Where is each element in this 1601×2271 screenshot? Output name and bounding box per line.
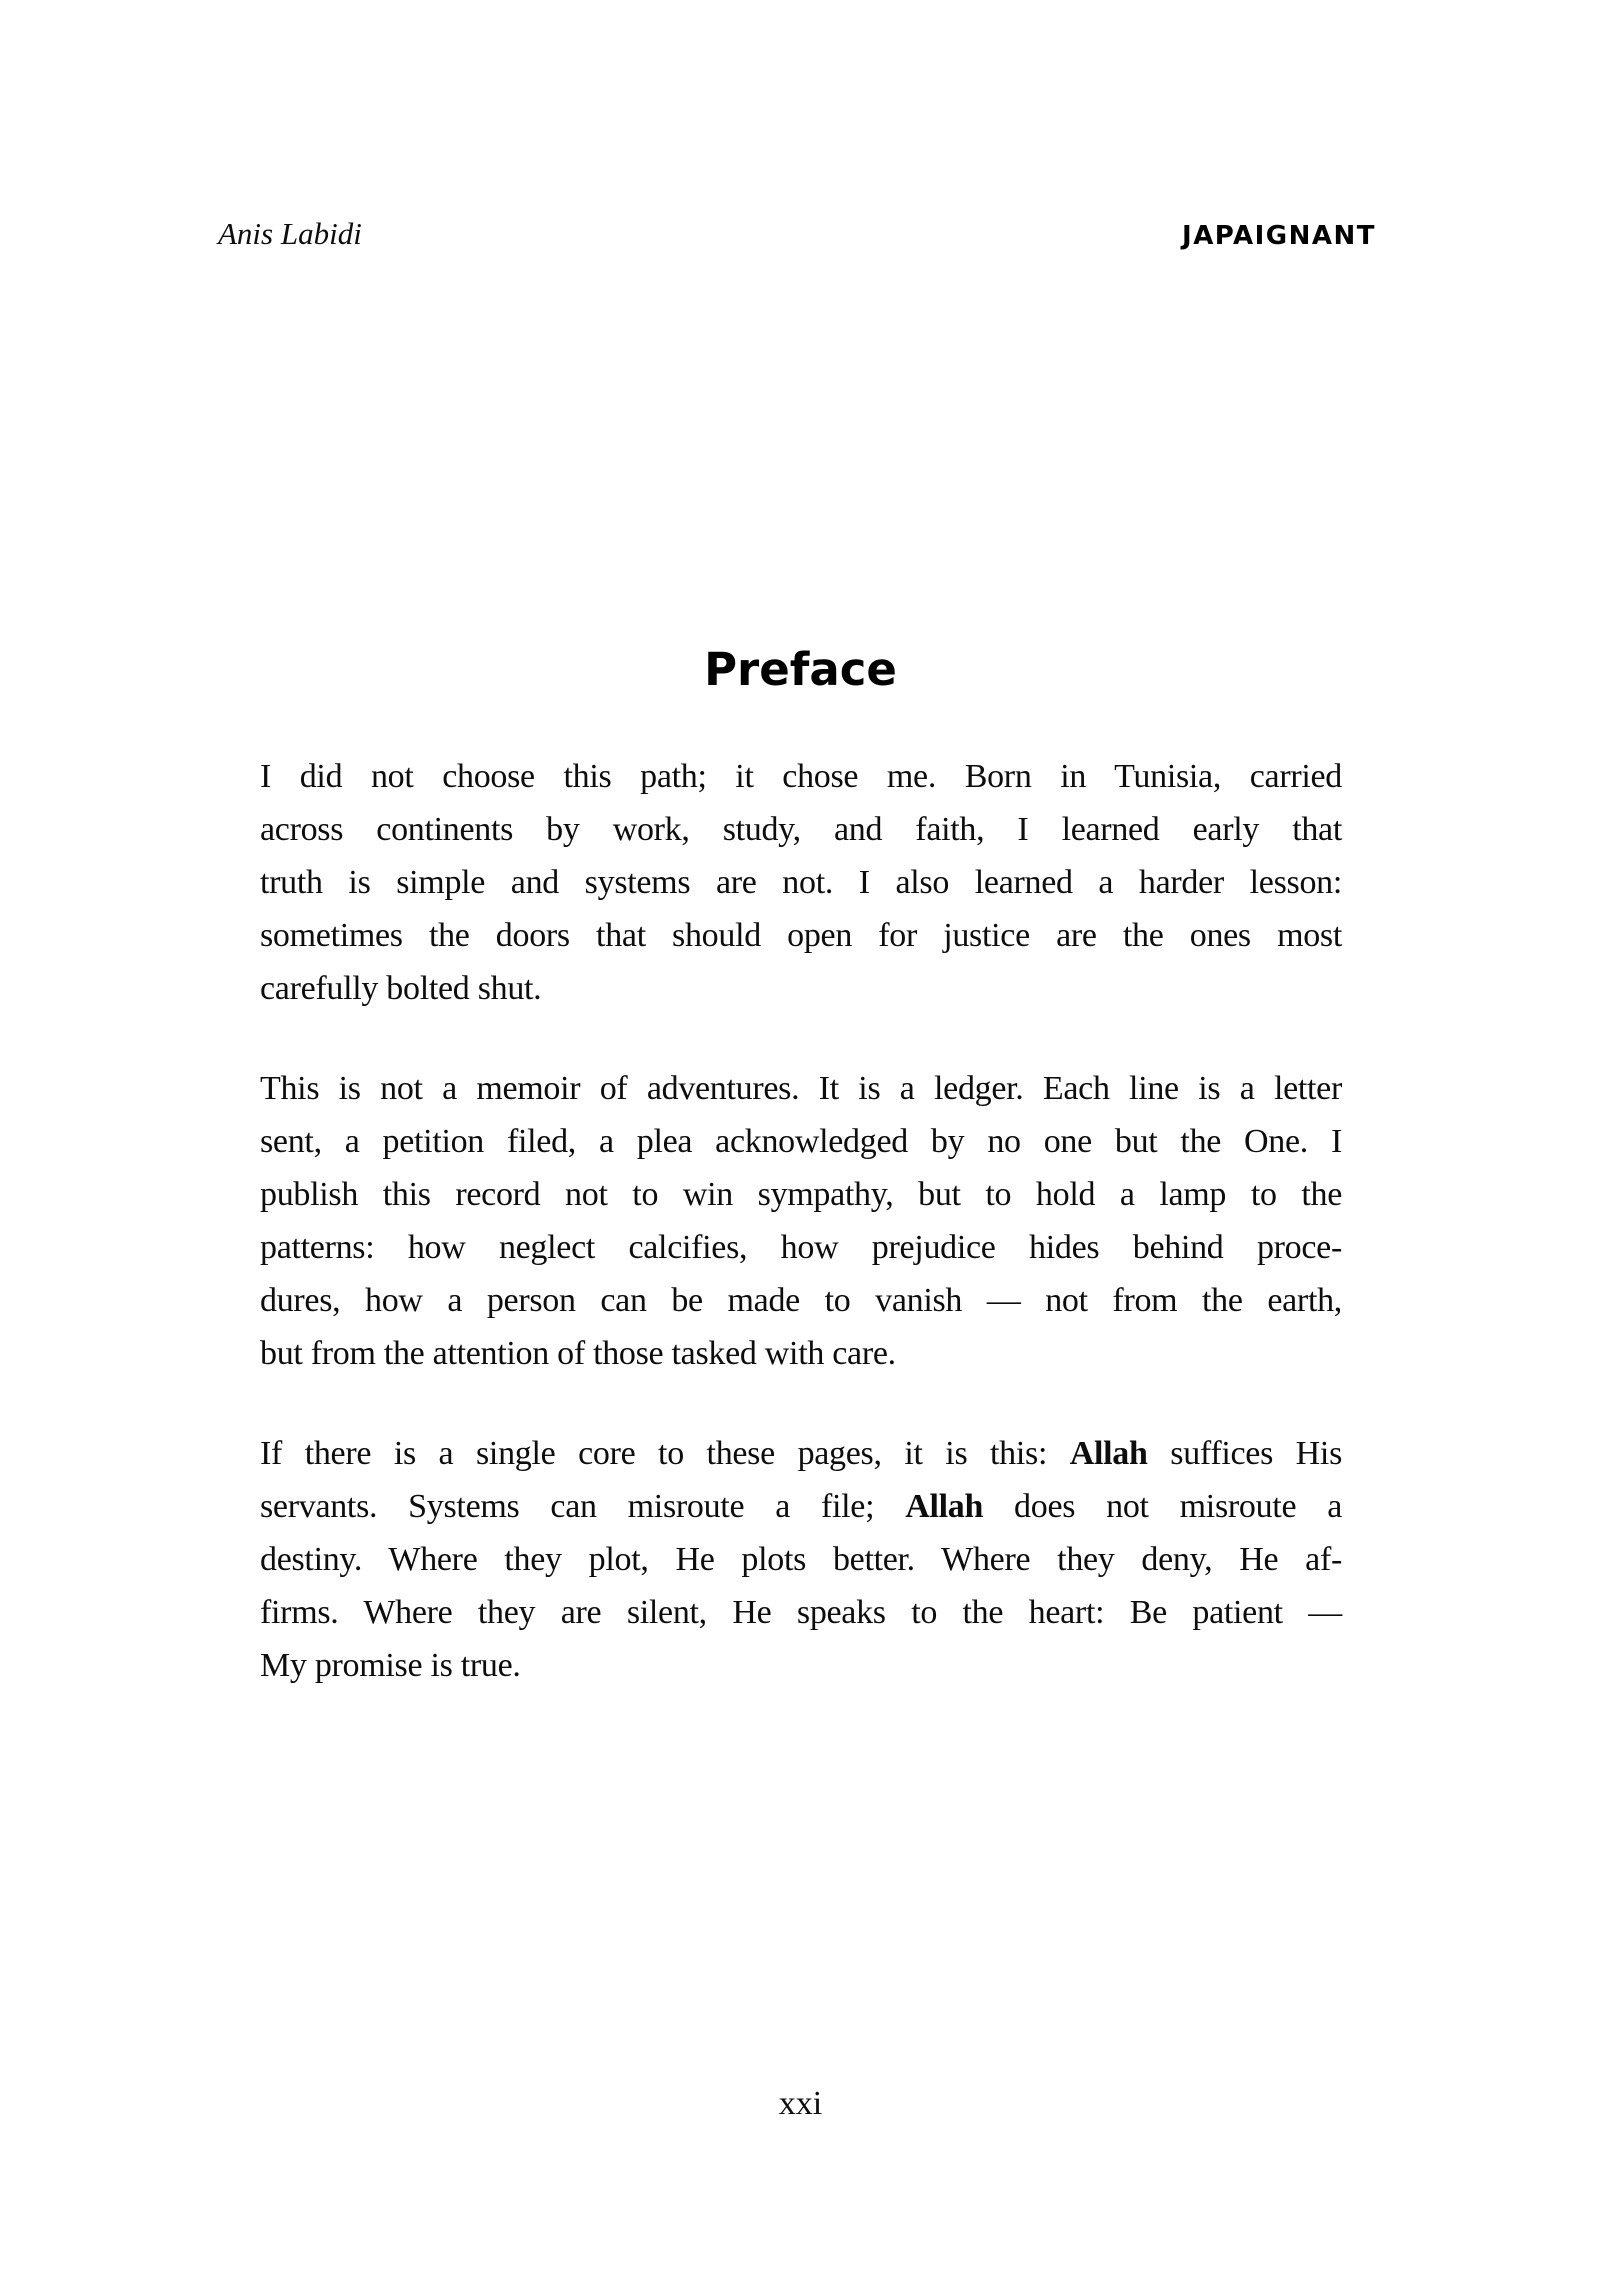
bold-text: Allah xyxy=(1069,1435,1148,1472)
text-segment: servants. Systems can misroute a file; xyxy=(260,1488,906,1525)
page-title: Preface xyxy=(704,643,897,696)
text-segment: This is not a memoir of adventures. It is a ledger. Each line is a letter xyxy=(260,1070,1342,1107)
text-segment: dures, how a person can be made to vanish — not from the earth, xyxy=(260,1282,1342,1319)
text-segment: patterns: how neglect calcifies, how prejudice hides behind proce- xyxy=(260,1229,1342,1266)
text-line xyxy=(260,1533,1342,1586)
text-line xyxy=(260,1586,1342,1639)
author-name: Anis Labidi xyxy=(218,216,362,251)
paragraph xyxy=(260,1062,1342,1380)
text-segment: publish this record not to win sympathy, but to hold a lamp to the xyxy=(260,1176,1342,1213)
text-segment: firms. Where they are silent, He speaks to the heart: Be patient — xyxy=(260,1594,1342,1631)
text-line xyxy=(260,1168,1342,1221)
page-header xyxy=(218,216,1376,252)
text-segment: across continents by work, study, and faith, I learned early that xyxy=(260,811,1342,848)
text-segment: sometimes the doors that should open for justice are the ones most xyxy=(260,917,1342,954)
paragraph xyxy=(260,750,1342,1015)
text-line xyxy=(260,909,1342,962)
text-line xyxy=(260,962,1342,1015)
text-segment: does not misroute a xyxy=(983,1488,1343,1525)
text-line xyxy=(260,856,1342,909)
text-segment: truth is simple and systems are not. I also learned a harder lesson: xyxy=(260,864,1342,901)
running-title: JAPAIGNANT xyxy=(1182,221,1376,251)
text-segment: destiny. Where they plot, He plots better. Where they deny, He af- xyxy=(260,1541,1342,1578)
text-line xyxy=(260,1427,1342,1480)
text-line xyxy=(260,1062,1342,1115)
text-segment: sent, a petition filed, a plea acknowledged by no one but the One. I xyxy=(260,1123,1342,1160)
text-line xyxy=(260,803,1342,856)
text-segment: I did not choose this path; it chose me. Born in Tunisia, carried xyxy=(260,758,1342,795)
text-line xyxy=(260,1274,1342,1327)
page-number: xxi xyxy=(778,2085,823,2122)
bold-text: Allah xyxy=(905,1488,984,1525)
body-text xyxy=(260,750,1342,1692)
text-line xyxy=(260,750,1342,803)
paragraph xyxy=(260,1427,1342,1692)
text-line xyxy=(260,1327,1342,1380)
text-segment: My promise is true. xyxy=(260,1647,521,1684)
text-line xyxy=(260,1639,1342,1692)
text-segment: If there is a single core to these pages, it is this: xyxy=(260,1435,1070,1472)
text-line xyxy=(260,1115,1342,1168)
text-segment: suffices His xyxy=(1147,1435,1342,1472)
text-segment: carefully bolted shut. xyxy=(260,970,542,1007)
text-line xyxy=(260,1480,1342,1533)
text-line xyxy=(260,1221,1342,1274)
text-segment: but from the attention of those tasked with care. xyxy=(260,1335,896,1372)
